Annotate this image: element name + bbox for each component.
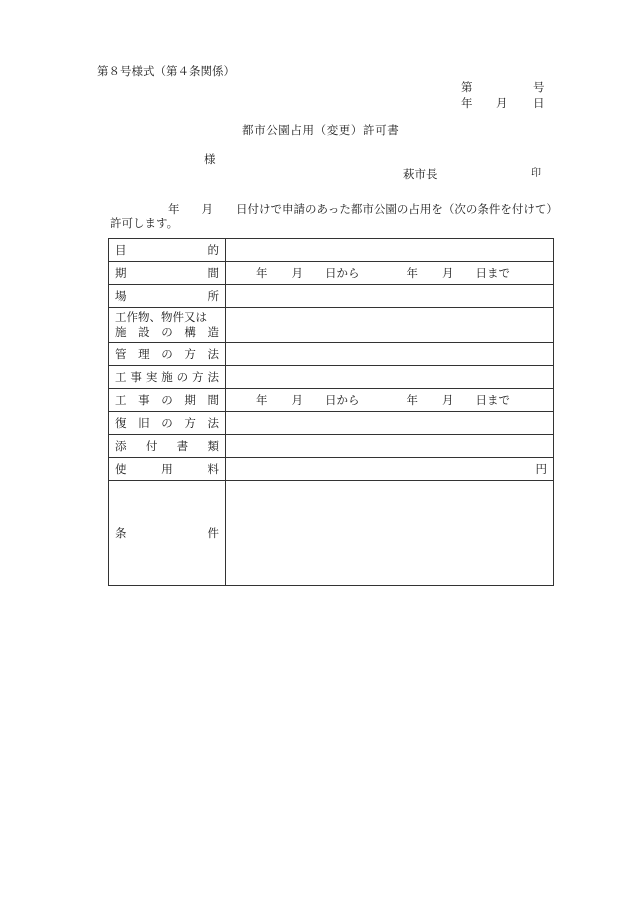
value-structure[interactable] xyxy=(226,308,554,343)
value-place[interactable] xyxy=(226,285,554,308)
date-month-label: 月 xyxy=(496,96,508,110)
label-period: 期 間 xyxy=(109,262,226,285)
issuer-name: 萩市長 xyxy=(403,167,438,181)
label-conditions: 条 件 xyxy=(109,481,226,586)
label-place: 場 所 xyxy=(109,285,226,308)
value-conditions[interactable] xyxy=(226,481,554,586)
row-fee xyxy=(109,458,554,481)
row-management xyxy=(109,343,554,366)
date-year-label: 年 xyxy=(461,96,473,110)
body-text-rest: 日付けで申請のあった都市公園の占用を（次の条件を付けて） xyxy=(236,202,558,216)
value-construction-method[interactable] xyxy=(226,366,554,389)
label-restoration: 復 旧 の 方 法 xyxy=(109,412,226,435)
permit-form-table xyxy=(108,238,554,586)
body-text-line1 xyxy=(168,202,558,216)
value-period[interactable]: 年 月 日から 年 月 日まで xyxy=(226,262,554,285)
label-structure: 工作物、物件又は 施 設 の 構 造 xyxy=(109,308,226,343)
document-title: 都市公園占用（変更）許可書 xyxy=(242,123,400,137)
label-construction-method: 工 事 実 施 の 方 法 xyxy=(109,366,226,389)
value-restoration[interactable] xyxy=(226,412,554,435)
seal-mark: 印 xyxy=(531,168,541,179)
row-period xyxy=(109,262,554,285)
value-fee[interactable] xyxy=(226,458,554,481)
row-purpose xyxy=(109,239,554,262)
fee-unit: 円 xyxy=(535,462,547,476)
label-fee: 使 用 料 xyxy=(109,458,226,481)
value-attachments[interactable] xyxy=(226,435,554,458)
date-day-label: 日 xyxy=(533,96,545,110)
value-purpose[interactable] xyxy=(226,239,554,262)
value-management[interactable] xyxy=(226,343,554,366)
document-number-suffix: 号 xyxy=(533,80,545,94)
row-conditions xyxy=(109,481,554,586)
body-year-label: 年 xyxy=(168,202,180,216)
row-structure xyxy=(109,308,554,343)
row-construction-period xyxy=(109,389,554,412)
value-construction-period[interactable]: 年 月 日から 年 月 日まで xyxy=(226,389,554,412)
row-restoration xyxy=(109,412,554,435)
body-text-line2: 許可します。 xyxy=(110,216,179,230)
document-number-prefix: 第 xyxy=(461,80,473,94)
body-month-label: 月 xyxy=(201,202,213,216)
row-place xyxy=(109,285,554,308)
form-number: 第８号様式（第４条関係） xyxy=(97,64,235,78)
label-attachments: 添 付 書 類 xyxy=(109,435,226,458)
label-management: 管 理 の 方 法 xyxy=(109,343,226,366)
label-purpose: 目 的 xyxy=(109,239,226,262)
addressee-honorific: 様 xyxy=(204,152,216,166)
label-construction-period: 工 事 の 期 間 xyxy=(109,389,226,412)
row-attachments xyxy=(109,435,554,458)
row-construction-method xyxy=(109,366,554,389)
